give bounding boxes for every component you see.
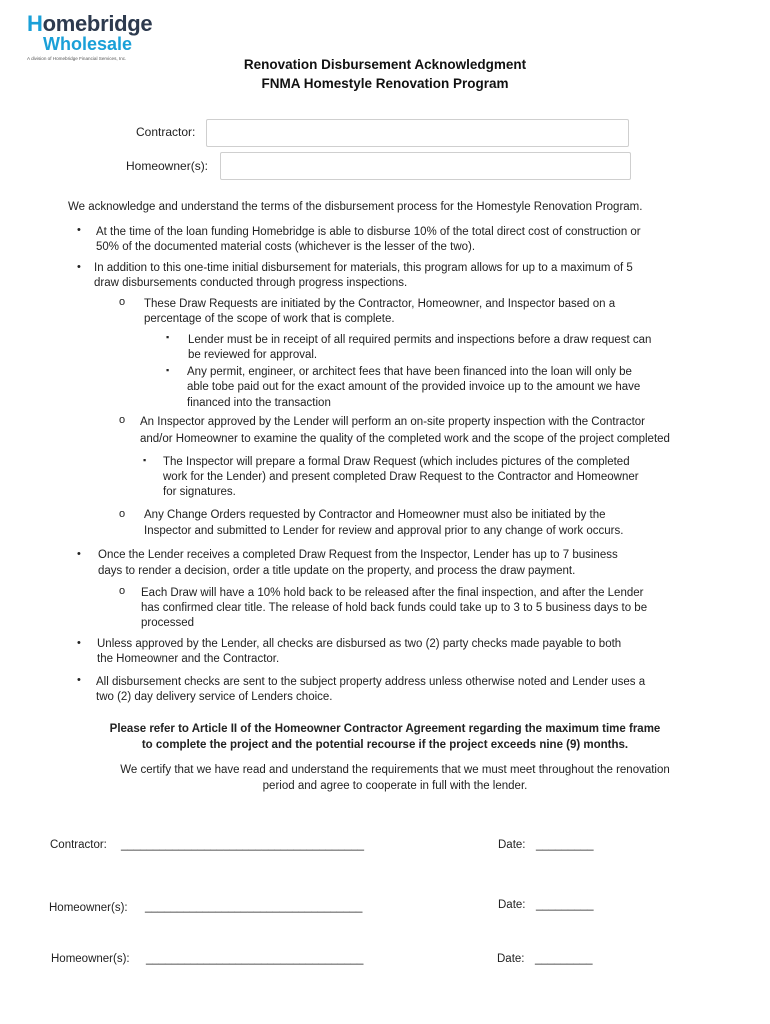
square-bullet: ▪: [143, 455, 147, 465]
square-bullet: ▪: [166, 365, 170, 375]
bullet-dot: •: [77, 224, 81, 236]
certify-line-1: We certify that we have read and understand the requirements that we must meet throughout the renovation: [120, 764, 670, 776]
notice-line-2: to complete the project and the potential recourse if the project exceeds nine (9) months.: [141, 739, 629, 751]
sub-1b-line-2: able tobe paid out for the exact amount of the provided invoice up to the amount we have: [187, 381, 641, 393]
sub-1a-line-1: Lender must be in receipt of all required permits and inspections before a draw request can: [188, 334, 652, 346]
sub-bullet-circle: o: [119, 296, 126, 308]
sig-date-label: Date:: [497, 953, 525, 965]
bullet-dot: •: [77, 637, 81, 649]
sig-contractor-label: Contractor:: [50, 839, 107, 851]
sig-date-line[interactable]: _________: [536, 899, 594, 911]
logo-text-rest: omebridge: [42, 11, 153, 36]
sub-2-line-2: and/or Homeowner to examine the quality of the completed work and the scope of the project completed: [140, 433, 670, 445]
bullet-2-line-2: draw disbursements conducted through progress inspections.: [94, 277, 408, 289]
contractor-input[interactable]: [206, 119, 629, 147]
logo-wholesale: Wholesale: [43, 34, 133, 54]
sub-bullet-circle: o: [119, 414, 126, 426]
sig-date-label: Date:: [498, 899, 526, 911]
document-subtitle: FNMA Homestyle Renovation Program: [261, 76, 509, 91]
logo-homebridge: [27, 12, 152, 36]
sig-contractor-line[interactable]: ______________________________________: [121, 839, 365, 851]
certify-line-2: period and agree to cooperate in full with the lender.: [262, 780, 528, 792]
sub-bullet-circle: o: [119, 508, 126, 520]
sub-2-line-1: An Inspector approved by the Lender will perform an on-site property inspection with the Contractor: [140, 416, 645, 428]
sub-bullet-circle: o: [119, 585, 126, 597]
bullet-dot: •: [77, 674, 81, 686]
bullet-4-line-1: Unless approved by the Lender, all checks are disbursed as two (2) party checks made payable to both: [97, 638, 622, 650]
bullet-1-line-1: At the time of the loan funding Homebridge is able to disburse 10% of the total direct cost of construction or: [96, 226, 641, 238]
bullet-5-line-2: two (2) day delivery service of Lenders choice.: [96, 691, 333, 703]
intro-text: We acknowledge and understand the terms of the disbursement process for the Homestyle Renovation Program.: [68, 201, 643, 213]
sig-homeowner-2-line[interactable]: __________________________________: [146, 953, 364, 965]
homeowner-label: Homeowner(s):: [126, 159, 209, 173]
bullet-dot: •: [77, 548, 81, 560]
sub-4-line-2: has confirmed clear title. The release of hold back funds could take up to 3 to 5 business days to be: [141, 602, 648, 614]
bullet-dot: •: [77, 261, 81, 273]
sig-date-line[interactable]: _________: [535, 953, 593, 965]
bullet-1-line-2: 50% of the documented material costs (whichever is the lesser of the two).: [96, 241, 476, 253]
bullet-5-line-1: All disbursement checks are sent to the subject property address unless otherwise noted and Lender uses a: [96, 676, 646, 688]
sig-date-line[interactable]: _________: [536, 839, 594, 851]
sub-2a-line-3: for signatures.: [163, 486, 236, 498]
contractor-label: Contractor:: [136, 125, 196, 139]
sub-3-line-1: Any Change Orders requested by Contractor and Homeowner must also be initiated by the: [144, 509, 606, 521]
logo-tagline: A division of Homebridge Financial Services, Inc.: [27, 56, 127, 61]
sub-1-line-2: percentage of the scope of work that is complete.: [144, 313, 395, 325]
square-bullet: ▪: [166, 332, 170, 342]
bullet-3-line-1: Once the Lender receives a completed Draw Request from the Inspector, Lender has up to 7 business: [98, 549, 618, 561]
sig-homeowner-2-label: Homeowner(s):: [51, 953, 130, 965]
sub-3-line-2: Inspector and submitted to Lender for review and approval prior to any change of work occurs.: [144, 525, 624, 537]
sub-1b-line-3: financed into the transaction: [187, 397, 331, 409]
sub-2a-line-2: work for the Lender) and present completed Draw Request to the Contractor and Homeowner: [163, 471, 639, 483]
sub-4-line-1: Each Draw will have a 10% hold back to be released after the final inspection, and after the Lender: [141, 587, 644, 599]
logo-letter-h: H: [27, 11, 43, 36]
bullet-2-line-1: In addition to this one-time initial disbursement for materials, this program allows for up to a maximum of 5: [94, 262, 633, 274]
sub-2a-line-1: The Inspector will prepare a formal Draw Request (which includes pictures of the completed: [163, 456, 630, 468]
sub-1a-line-2: be reviewed for approval.: [188, 349, 318, 361]
bullet-4-line-2: the Homeowner and the Contractor.: [97, 653, 280, 665]
sub-1-line-1: These Draw Requests are initiated by the Contractor, Homeowner, and Inspector based on a: [144, 298, 616, 310]
sub-1b-line-1: Any permit, engineer, or architect fees that have been financed into the loan will only be: [187, 366, 632, 378]
bullet-3-line-2: days to render a decision, order a title update on the property, and process the draw payment.: [98, 565, 576, 577]
sig-date-label: Date:: [498, 839, 526, 851]
sig-homeowner-1-line[interactable]: __________________________________: [145, 901, 363, 913]
notice-line-1: Please refer to Article II of the Homeowner Contractor Agreement regarding the maximum time frame: [109, 723, 661, 735]
homeowner-input[interactable]: [220, 152, 631, 180]
sig-homeowner-1-label: Homeowner(s):: [49, 902, 128, 914]
document-title: Renovation Disbursement Acknowledgment: [243, 57, 527, 72]
company-logo: [27, 12, 167, 62]
sub-4-line-3: processed: [141, 617, 195, 629]
